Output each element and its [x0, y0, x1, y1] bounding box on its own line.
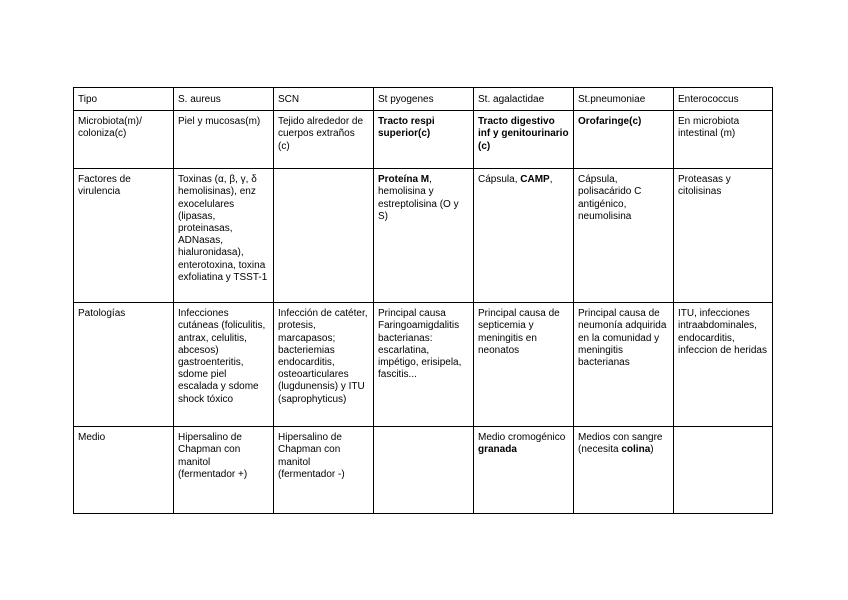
- table-cell: Principal causa de septicemia y meningitis en neonatos: [474, 303, 574, 427]
- table-row: [74, 111, 773, 169]
- table-cell: ITU, infecciones intraabdominales, endocarditis, infeccion de heridas: [674, 303, 773, 427]
- table-cell: Hipersalino de Chapman con manitol (fermentador -): [274, 427, 374, 514]
- row-label-cell: Patologías: [74, 303, 174, 427]
- table-cell: Infecciones cutáneas (foliculitis, antrax, celulitis, abcesos) gastroenteritis, sdome piel escalada y sdome shock tóxico: [174, 303, 274, 427]
- table-cell: Tracto respi superior(c): [374, 111, 474, 169]
- row-label-cell: Medio: [74, 427, 174, 514]
- table-cell: En microbiota intestinal (m): [674, 111, 773, 169]
- table-cell: [674, 427, 773, 514]
- table-cell: [274, 169, 374, 303]
- table-cell: Toxinas (α, β, γ, δ hemolisinas), enz exocelulares (lipasas, proteinasas, ADNasas, hialuronidasa), enterotoxina, toxina exfoliatina y TSST-1: [174, 169, 274, 303]
- table-cell: [374, 427, 474, 514]
- table-row: [74, 427, 773, 514]
- header-cell-st-pyogenes: St pyogenes: [374, 88, 474, 111]
- header-cell-st-agalactidae: St. agalactidae: [474, 88, 574, 111]
- table-cell: Tracto digestivo inf y genitourinario (c): [474, 111, 574, 169]
- table-row: [74, 303, 773, 427]
- header-cell-st-pneumoniae: St.pneumoniae: [574, 88, 674, 111]
- header-cell-scn: SCN: [274, 88, 374, 111]
- table-cell: Piel y mucosas(m): [174, 111, 274, 169]
- header-cell-tipo: Tipo: [74, 88, 174, 111]
- header-cell-s-aureus: S. aureus: [174, 88, 274, 111]
- table-cell: Proteasas y citolisinas: [674, 169, 773, 303]
- table-row: [74, 169, 773, 303]
- table-cell: Cápsula, polisacárido C antigénico, neumolisina: [574, 169, 674, 303]
- row-label-cell: Factores de virulencia: [74, 169, 174, 303]
- table-cell: Principal causa de neumonía adquirida en la comunidad y meningitis bacterianas: [574, 303, 674, 427]
- header-cell-enterococcus: Enterococcus: [674, 88, 773, 111]
- row-label-cell: Microbiota(m)/ colonizа(c): [74, 111, 174, 169]
- table-cell: Proteína M, hemolisina y estreptolisina (O y S): [374, 169, 474, 303]
- table-cell: Orofaringe(c): [574, 111, 674, 169]
- table-cell: Medios con sangre (necesita colina): [574, 427, 674, 514]
- table-cell: Principal causa Faringoamigdalitis bacterianas: escarlatina, impétigo, erisipela, fascitis...: [374, 303, 474, 427]
- table-cell: Infección de catéter, protesis, marcapasos; bacteriemias endocarditis, osteoarticulares (lugdunensis) y ITU (saprophyticus): [274, 303, 374, 427]
- table-cell: Tejido alrededor de cuerpos extraños (c): [274, 111, 374, 169]
- table-cell: Cápsula, CAMP,: [474, 169, 574, 303]
- table-cell: Hipersalino de Chapman con manitol (fermentador +): [174, 427, 274, 514]
- table-cell: Medio cromogénico granada: [474, 427, 574, 514]
- header-row: [74, 88, 773, 111]
- comparison-table: [73, 87, 773, 514]
